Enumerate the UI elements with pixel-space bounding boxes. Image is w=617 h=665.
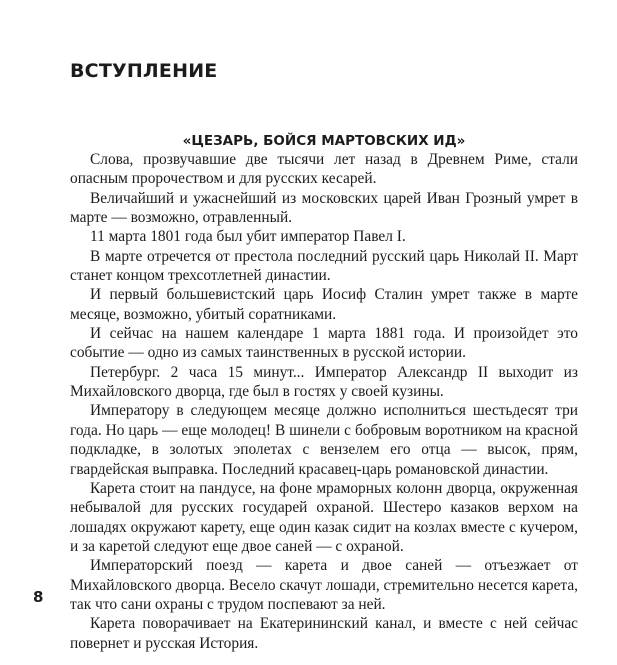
- paragraph: И сейчас на нашем календаре 1 марта 1881 года. И произойдет это событие — одно из самых таинственных в русской истории.: [70, 325, 578, 362]
- paragraph: Карета стоит на пандусе, на фоне мраморных колонн дворца, окруженная небывалой для русских государей охраной. Шестеро казаков верхом на лошадях окружают карету, еще один казак сидит на козлах вместе с кучером, и за каретой следуют еще двое саней — с охраной.: [70, 479, 578, 555]
- paragraph: Императорский поезд — карета и двое саней — отъезжает от Михайловского дворца. Весело скачут лошади, стремительно несется карета, так что сани охраны с трудом поспевают за ней.: [70, 557, 578, 613]
- paragraph: Петербург. 2 часа 15 минут... Император Александр II выходит из Михайловского дворца, где был в гостях у своей кузины.: [70, 363, 578, 401]
- paragraph: 11 марта 1801 года был убит император Павел I.: [90, 228, 406, 246]
- paragraph: Императору в следующем месяце должно исполниться шестьдесят три года. Но царь — еще молодец! В шинели с бобровым воротником на красной подкладке, в золотых эполетах с вензелем его отца — высок, прям, гвардейская выправка. Последний красавец-царь романовской династии.: [70, 402, 578, 478]
- paragraph: Карета поворачивает на Екатерининский канал, и вместе с ней сейчас повернет и русская История.: [70, 615, 578, 652]
- section-title: «ЦЕЗАРЬ, БОЙСЯ МАРТОВСКИХ ИД»: [182, 133, 466, 149]
- page-number: 8: [33, 588, 44, 606]
- paragraph: Слова, прозвучавшие две тысячи лет назад в Древнем Риме, стали опасным пророчеством и для русских кесарей.: [70, 151, 578, 188]
- paragraph: В марте отречется от престола последний русский царь Николай II. Март станет концом трехсотлетней династии.: [70, 247, 578, 285]
- chapter-title: ВСТУПЛЕНИЕ: [70, 60, 218, 82]
- paragraph: И первый большевистский царь Иосиф Сталин умрет также в марте месяце, возможно, убитый соратниками.: [70, 286, 578, 323]
- paragraph: Величайший и ужаснейший из московских царей Иван Грозный умрет в марте — возможно, отравленный.: [70, 189, 578, 227]
- body-text: [70, 150, 578, 653]
